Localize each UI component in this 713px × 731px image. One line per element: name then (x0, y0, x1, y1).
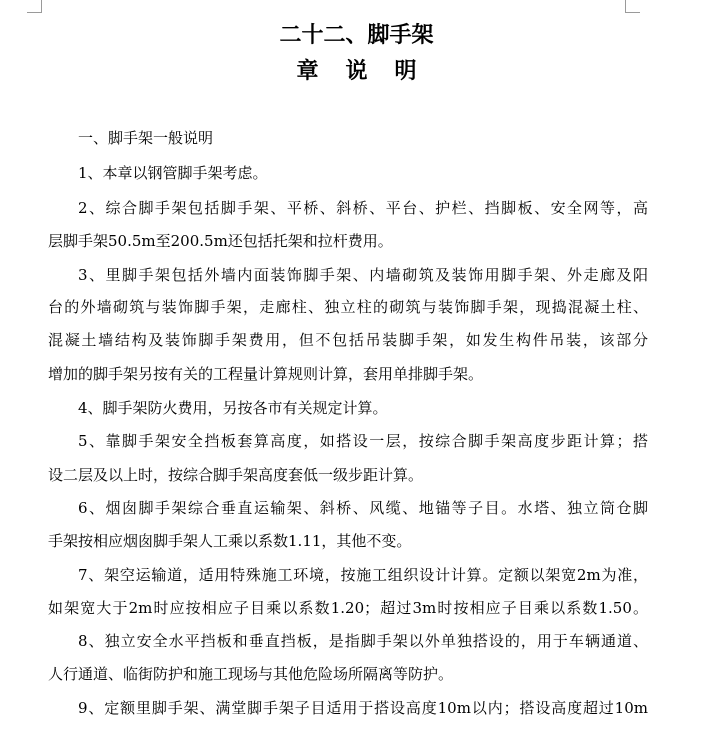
document-title: 二十二、脚手架 (279, 22, 434, 48)
page-corner-mark-right (625, 0, 640, 13)
paragraph-8-line-1: 8、独立安全水平挡板和垂直挡板，是指脚手架以外单独搭设的，用于车辆通道、 (78, 632, 648, 650)
page-corner-mark-left (27, 0, 42, 13)
paragraph-5-line-2: 设二层及以上时，按综合脚手架高度套低一级步距计算。 (48, 466, 424, 484)
paragraph-7-line-1: 7、架空运输道，适用特殊施工环境，按施工组织设计计算。定额以架宽2m为准， (78, 566, 648, 584)
paragraph-3-line-1: 3、里脚手架包括外墙内面装饰脚手架、内墙砌筑及装饰用脚手架、外走廊及阳 (78, 266, 648, 284)
paragraph-2-line-1: 2、综合脚手架包括脚手架、平桥、斜桥、平台、护栏、挡脚板、安全网等，高 (78, 199, 648, 217)
paragraph-9-line-1: 9、定额里脚手架、满堂脚手架子目适用于搭设高度10m以内；搭设高度超过10m (78, 699, 648, 717)
paragraph-8-line-2: 人行通道、临街防护和施工现场与其他危险场所隔离等防护。 (48, 665, 454, 683)
paragraph-1-line-1: 1、本章以钢管脚手架考虑。 (78, 164, 268, 182)
paragraph-3-line-3: 混凝土墙结构及装饰脚手架费用，但不包括吊装脚手架，如发生构件吊装，该部分 (48, 331, 648, 349)
paragraph-6-line-1: 6、烟囱脚手架综合垂直运输架、斜桥、风缆、地锚等子目。水塔、独立筒仓脚 (78, 499, 648, 517)
paragraph-4-line-1: 4、脚手架防火费用，另按各市有关规定计算。 (78, 399, 388, 417)
paragraph-5-line-1: 5、靠脚手架安全挡板套算高度，如搭设一层，按综合脚手架高度步距计算；搭 (78, 432, 648, 450)
document-subtitle: 章说明 (296, 58, 444, 84)
paragraph-2-line-2: 层脚手架50.5m至200.5m还包括托架和拉杆费用。 (48, 232, 393, 250)
section-heading: 一、脚手架一般说明 (78, 129, 214, 147)
paragraph-6-line-2: 手架按相应烟囱脚手架人工乘以系数1.11，其他不变。 (48, 532, 412, 550)
paragraph-7-line-2: 如架宽大于2m时应按相应子目乘以系数1.20；超过3m时按相应子目乘以系数1.50。 (48, 599, 648, 617)
paragraph-3-line-2: 台的外墙砌筑与装饰脚手架，走廊柱、独立柱的砌筑与装饰脚手架，现捣混凝土柱、 (48, 298, 648, 316)
paragraph-3-line-4: 增加的脚手架另按有关的工程量计算规则计算，套用单排脚手架。 (48, 365, 484, 383)
